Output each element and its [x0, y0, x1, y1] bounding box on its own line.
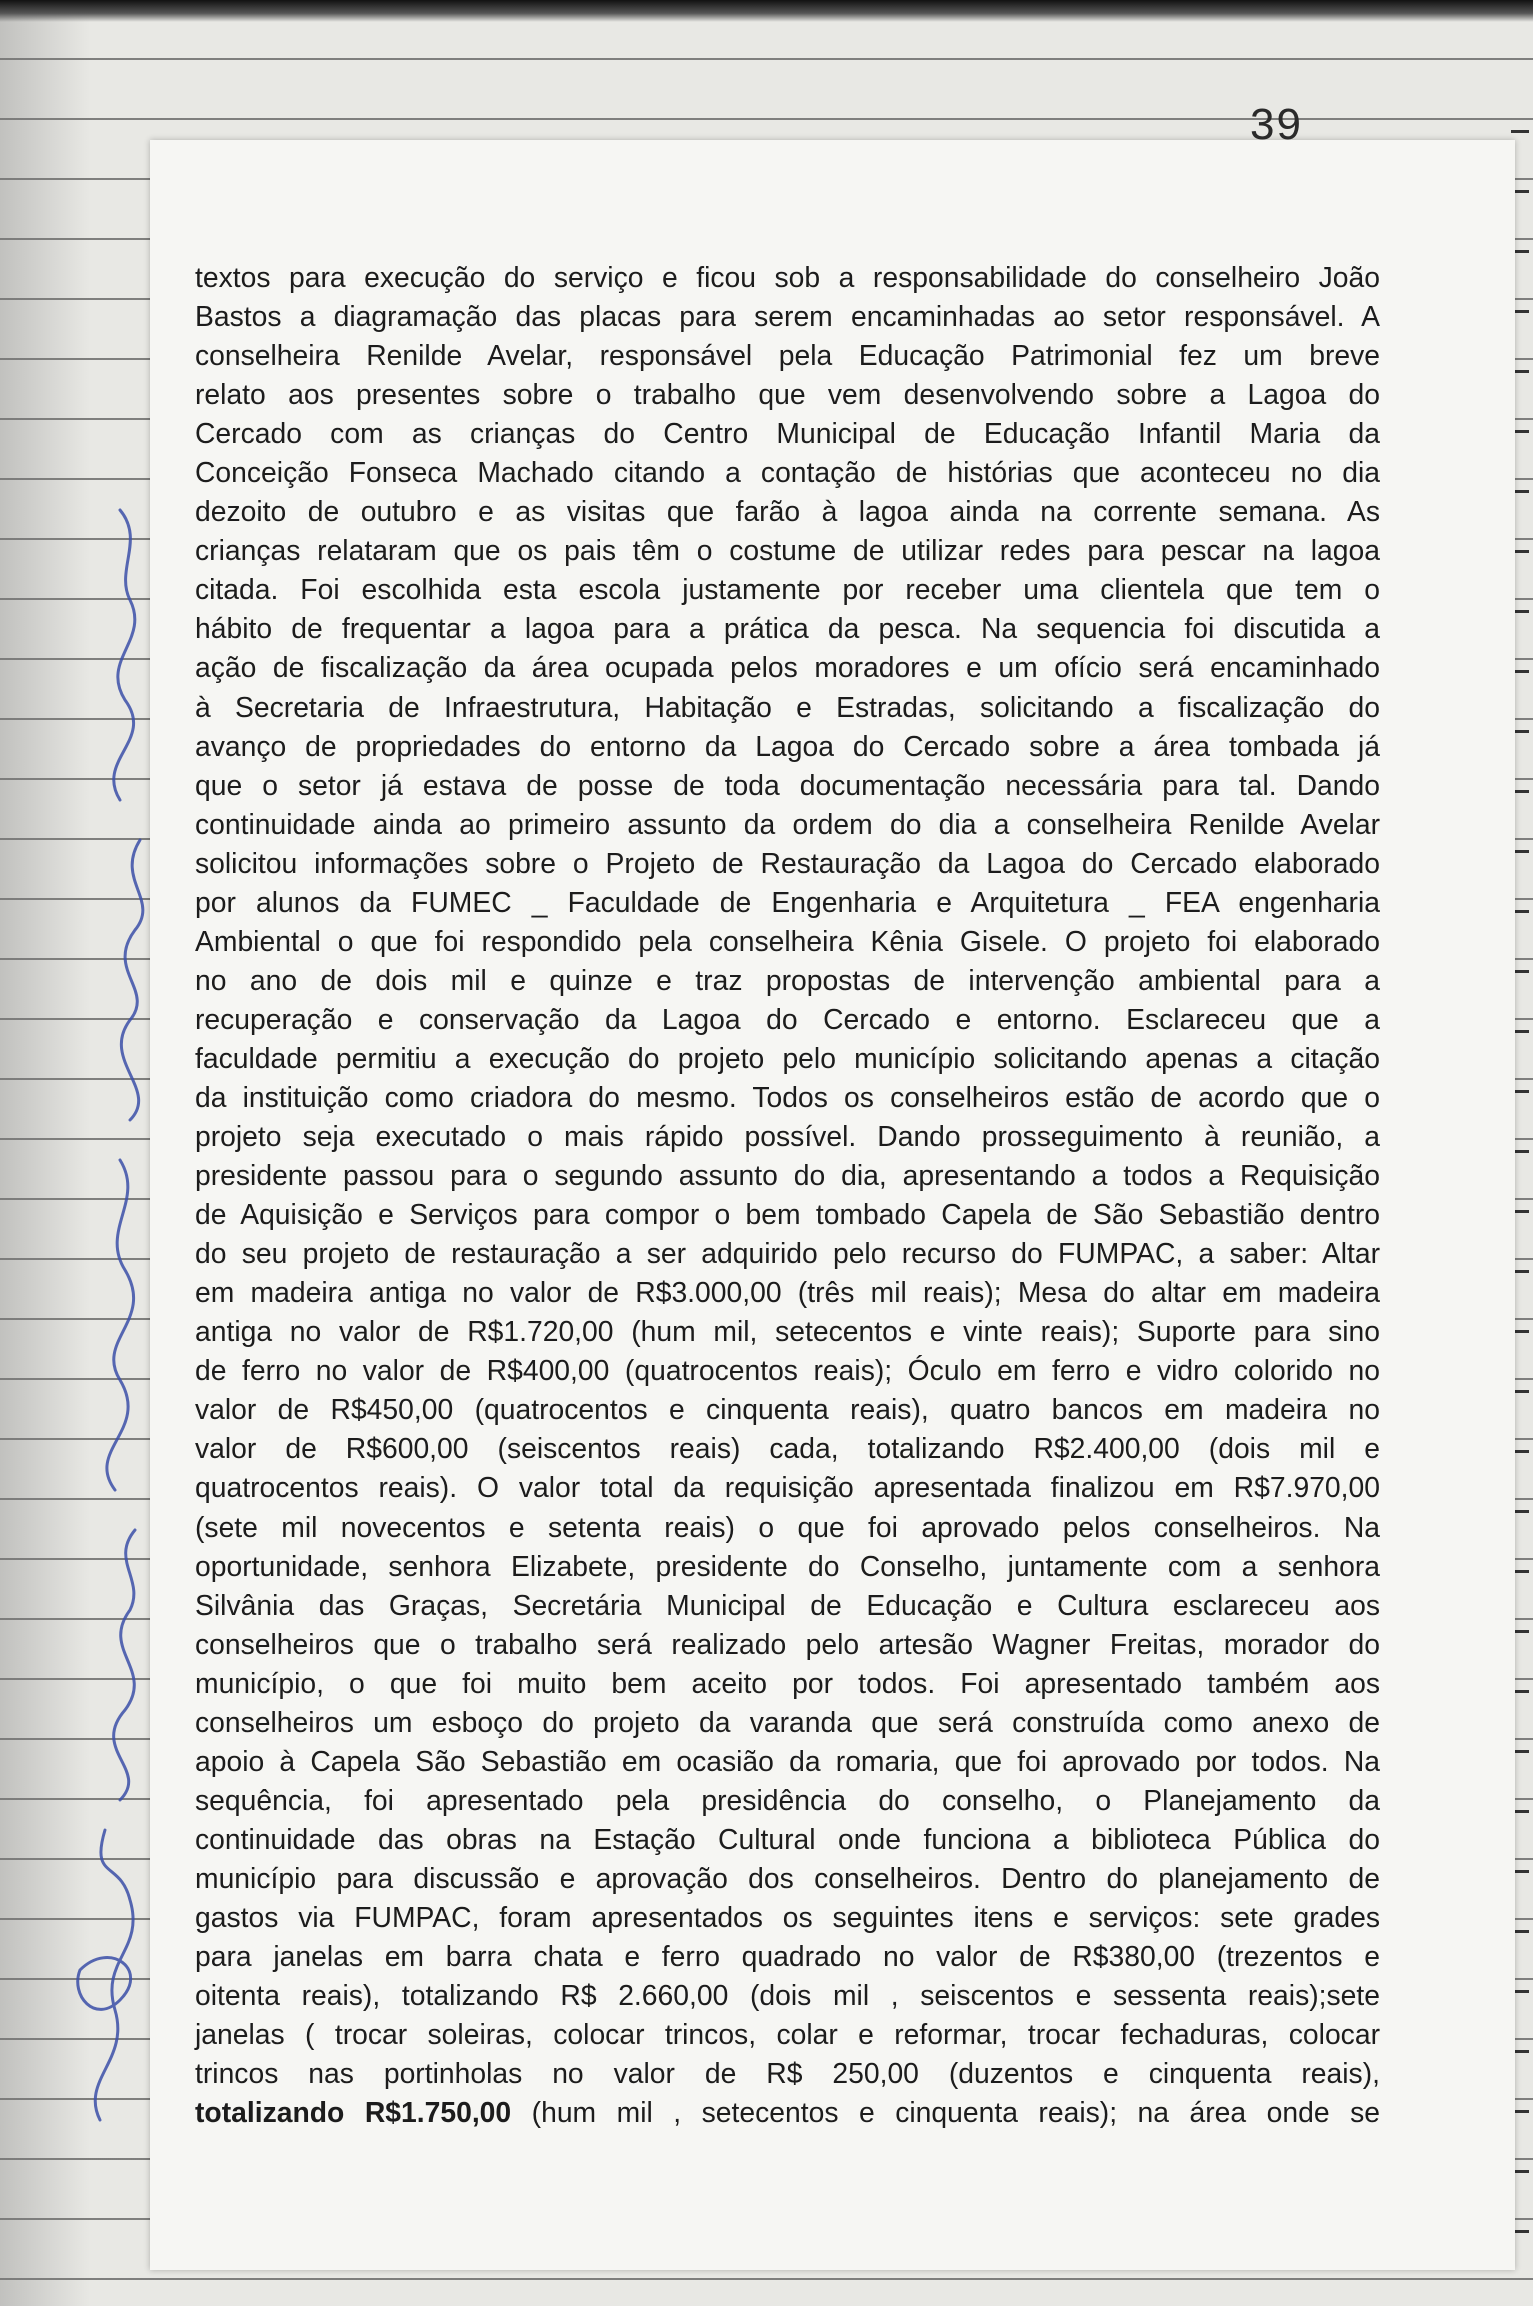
- text-line: presidente passou para o segundo assunto do dia, apresentando a todos a Requisição: [195, 1159, 1380, 1192]
- text-line: janelas ( trocar soleiras, colocar trincos, colar e reformar, trocar fechaduras, colocar: [195, 2018, 1380, 2051]
- text-line: de ferro no valor de R$400,00 (quatrocentos reais); Óculo em ferro e vidro colorido no: [195, 1354, 1380, 1387]
- text-line: solicitou informações sobre o Projeto de Restauração da Lagoa do Cercado elaborado: [195, 846, 1380, 879]
- text-line: crianças relataram que os pais têm o costume de utilizar redes para pescar na lagoa: [195, 534, 1380, 567]
- text-line: (sete mil novecentos e setenta reais) o que foi aprovado pelos conselheiros. Na: [195, 1510, 1380, 1543]
- minutes-text: [195, 258, 1380, 2132]
- text-line: apoio à Capela São Sebastião em ocasião da romaria, que foi aprovado por todos. Na: [195, 1744, 1380, 1777]
- text-line: Cercado com as crianças do Centro Municipal de Educação Infantil Maria da: [195, 417, 1380, 450]
- text-line: no ano de dois mil e quinze e traz propostas de intervenção ambiental para a: [195, 963, 1380, 996]
- text-line: conselheira Renilde Avelar, responsável pela Educação Patrimonial fez um breve: [195, 339, 1380, 372]
- text-line: Bastos a diagramação das placas para serem encaminhadas ao setor responsável. A: [195, 300, 1380, 333]
- text-line: textos para execução do serviço e ficou sob a responsabilidade do conselheiro João: [195, 261, 1380, 293]
- signature-loop: [78, 1958, 131, 2010]
- text-line: Conceição Fonseca Machado citando a contação de histórias que aconteceu no dia: [195, 456, 1380, 489]
- text-line: valor de R$600,00 (seiscentos reais) cada, totalizando R$2.400,00 (dois mil e: [195, 1432, 1380, 1465]
- bold-total: totalizando R$1.750,00: [195, 2096, 512, 2129]
- text-line: do seu projeto de restauração a ser adquirido pelo recurso do FUMPAC, a saber: Altar: [195, 1237, 1380, 1270]
- text-line: que o setor já estava de posse de toda documentação necessária para tal. Dando: [195, 768, 1380, 801]
- text-line: hábito de frequentar a lagoa para a prática da pesca. Na sequencia foi discutida a: [195, 612, 1380, 645]
- scan-top-edge: [0, 0, 1533, 22]
- text-line: projeto seja executado o mais rápido possível. Dando prosseguimento à reunião, a: [195, 1120, 1380, 1153]
- signature-scribble-3: [107, 1160, 134, 1490]
- text-line-rest: (hum mil , setecentos e cinquenta reais); na área onde se: [511, 2096, 1380, 2129]
- text-line: faculdade permitiu a execução do projeto pelo município solicitando apenas a citação: [195, 1041, 1380, 1074]
- text-line: oportunidade, senhora Elizabete, presidente do Conselho, juntamente com a senhora: [195, 1549, 1380, 1582]
- text-line: quatrocentos reais). O valor total da requisição apresentada finalizou em R$7.970,00: [195, 1471, 1380, 1504]
- text-line: ação de fiscalização da área ocupada pelos moradores e um ofício será encaminhado: [195, 651, 1380, 684]
- edge-tick: [1511, 130, 1529, 133]
- text-line: valor de R$450,00 (quatrocentos e cinquenta reais), quatro bancos em madeira no: [195, 1393, 1380, 1426]
- text-line: conselheiros um esboço do projeto da varanda que será construída como anexo de: [195, 1705, 1380, 1738]
- text-line: oitenta reais), totalizando R$ 2.660,00 (dois mil , seiscentos e sessenta reais);sete: [195, 1979, 1380, 2012]
- text-line: à Secretaria de Infraestrutura, Habitação e Estradas, solicitando a fiscalização do: [195, 690, 1380, 723]
- text-line: de Aquisição e Serviços para compor o bem tombado Capela de São Sebastião dentro: [195, 1198, 1380, 1231]
- text-line: antiga no valor de R$1.720,00 (hum mil, setecentos e vinte reais); Suporte para sino: [195, 1315, 1380, 1348]
- text-line: município, o que foi muito bem aceito por todos. Foi apresentado também aos: [195, 1666, 1380, 1699]
- signature-scribble-5: [114, 510, 135, 800]
- text-line: sequência, foi apresentado pela presidência do conselho, o Planejamento da: [195, 1783, 1380, 1816]
- text-line: relato aos presentes sobre o trabalho que vem desenvolvendo sobre a Lagoa do: [195, 378, 1380, 411]
- margin-signatures: [60, 500, 180, 2140]
- text-line: avanço de propriedades do entorno da Lagoa do Cercado sobre a área tombada já: [195, 729, 1380, 762]
- text-line: [195, 2093, 1380, 2132]
- text-line: continuidade ainda ao primeiro assunto da ordem do dia a conselheira Renilde Avelar: [195, 807, 1380, 840]
- text-line: gastos via FUMPAC, foram apresentados os seguintes itens e serviços: sete grades: [195, 1900, 1380, 1933]
- signature-scribble-4: [121, 840, 143, 1120]
- text-line: para janelas em barra chata e ferro quadrado no valor de R$380,00 (trezentos e: [195, 1940, 1380, 1973]
- text-line: citada. Foi escolhida esta escola justamente por receber uma clientela que tem o: [195, 573, 1380, 606]
- text-line: continuidade das obras na Estação Cultural onde funciona a biblioteca Pública do: [195, 1822, 1380, 1855]
- text-line: trincos nas portinholas no valor de R$ 250,00 (duzentos e cinquenta reais),: [195, 2057, 1380, 2090]
- signature-scribble-2: [114, 1530, 135, 1800]
- signature-scribble-1: [95, 1830, 133, 2120]
- text-line: por alunos da FUMEC _ Faculdade de Engenharia e Arquitetura _ FEA engenharia: [195, 885, 1380, 918]
- text-line: Silvânia das Graças, Secretária Municipal de Educação e Cultura esclareceu aos: [195, 1588, 1380, 1621]
- page-number: 39: [1250, 100, 1303, 149]
- text-line: dezoito de outubro e as visitas que farão à lagoa ainda na corrente semana. As: [195, 495, 1380, 528]
- text-line: município para discussão e aprovação dos conselheiros. Dentro do planejamento de: [195, 1861, 1380, 1894]
- text-line: Ambiental o que foi respondido pela conselheira Kênia Gisele. O projeto foi elaborado: [195, 924, 1380, 957]
- text-line: em madeira antiga no valor de R$3.000,00 (três mil reais); Mesa do altar em madeira: [195, 1276, 1380, 1309]
- text-line: da instituição como criadora do mesmo. Todos os conselheiros estão de acordo que o: [195, 1080, 1380, 1113]
- text-line: conselheiros que o trabalho será realizado pelo artesão Wagner Freitas, morador do: [195, 1627, 1380, 1660]
- text-line: recuperação e conservação da Lagoa do Cercado e entorno. Esclareceu que a: [195, 1002, 1380, 1035]
